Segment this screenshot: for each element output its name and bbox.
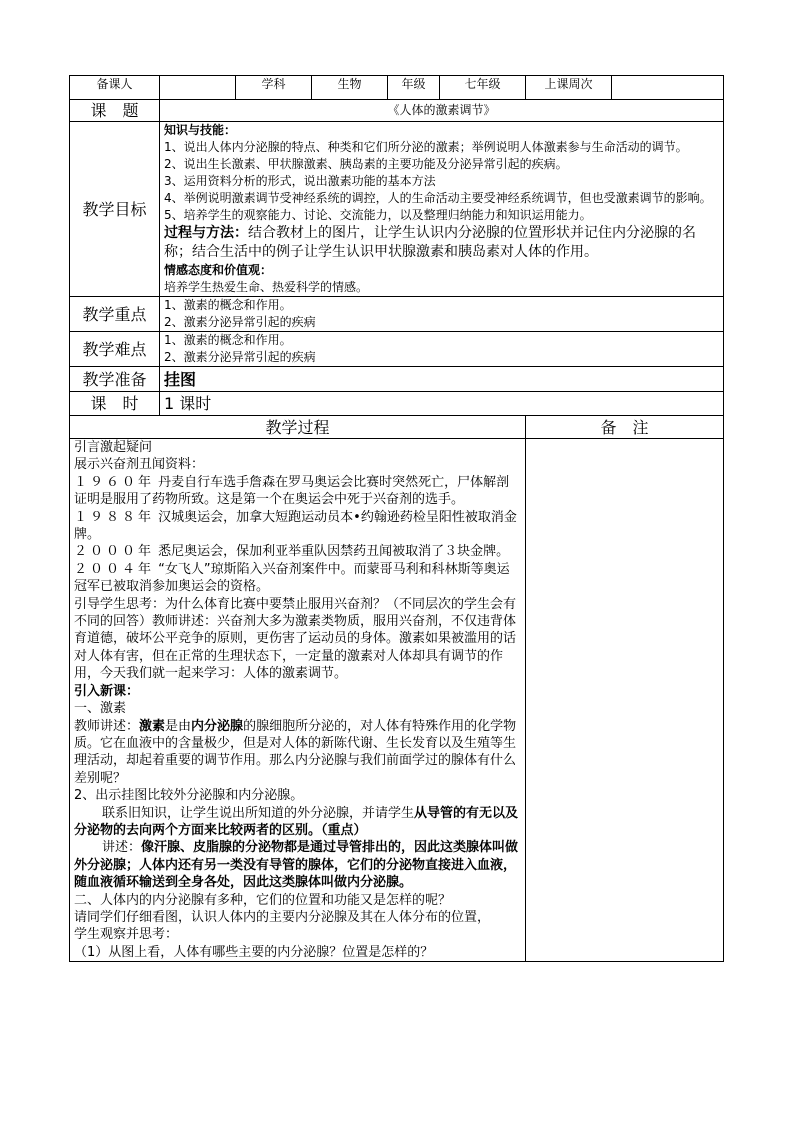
notes-header: 备 注 <box>526 416 724 439</box>
process-paragraph: 请同学们仔细看图，认识人体内的主要内分泌腺及其在人体分布的位置， <box>74 909 491 925</box>
process-paragraph: 引入新课： <box>74 683 140 699</box>
process-paragraph: 引导学生思考：为什么体育比赛中要禁止服用兴奋剂？（不同层次的学生会有不同的回答）教师讲述：兴奋剂大多为激素类物质，服用兴奋剂，不仅违背体育道德，破坏公平竞争的原则，更伤害了运动员的身体。激素如果被滥用的话对人体有害，但在正常的生理状态下，一定量的激素对人体却具有调节的作用，今天我们就一起来学习：人体的激素调节。 <box>74 596 517 682</box>
subject-label: 学科 <box>236 76 312 100</box>
knowledge-item: 1、说出人体内分泌腺的特点、种类和它们所分泌的激素；举例说明人体激素参与生命活动的调节。 <box>164 140 688 154</box>
knowledge-item: 2、说出生长激素、甲状腺激素、胰岛素的主要功能及分泌异常引起的疾病。 <box>164 157 568 171</box>
process-text: 教师讲述： <box>74 718 140 734</box>
term-bold: 内分泌腺 <box>191 718 244 734</box>
knowledge-item: 5、培养学生的观察能力、讨论、交流能力，以及整理归纳能力和知识运用能力。 <box>164 208 592 222</box>
process-text: 的腺细胞所分泌的，对人体有特殊作用的化学物质。它在血液中的含量极少，但是对人体的新陈代谢、生长发育以及生殖等生理活动，却起着重要的调节作用。那么内分泌腺与我们前面学过的腺体有什么差别呢？ <box>74 718 517 786</box>
process-paragraph: （1）从图上看，人体有哪些主要的内分泌腺？位置是怎样的？ <box>74 944 434 960</box>
knowledge-item: 4、举例说明激素调节受神经系统的调控，人的生命活动主要受神经系统调节，但也受激素调节的影响。 <box>164 191 712 205</box>
week-label: 上课周次 <box>526 76 612 100</box>
objectives-label: 教学目标 <box>70 122 160 297</box>
process-paragraph: 引言激起疑问 <box>74 440 153 455</box>
process-paragraph: 丹麦自行车选手詹森在罗马奥运会比赛时突然死亡，尸体解剖证明是服用了药物所致。这是第一个在奥运会中死于兴奋剂的选手。 <box>74 474 510 508</box>
hours-value: 1 课时 <box>160 392 724 416</box>
term-bold: 激素 <box>139 718 166 734</box>
key-points-label: 教学重点 <box>70 297 160 332</box>
key-points-content <box>160 297 724 332</box>
year: ２００４年 <box>74 561 155 577</box>
difficulties-label: 教学难点 <box>70 332 160 367</box>
process-paragraph: 汉城奥运会，加拿大短跑运动员本•约翰逊药检呈阳性被取消金牌。 <box>74 509 517 543</box>
process-paragraph: 学生观察并思考： <box>74 927 179 943</box>
key-point-item: 2、激素分泌异常引起的疾病 <box>164 315 316 329</box>
lesson-plan-table <box>69 75 724 962</box>
knowledge-title: 知识与技能： <box>164 123 237 137</box>
process-paragraph: 展示兴奋剂丑闻资料： <box>74 457 205 473</box>
preparation-value: 挂图 <box>160 367 724 392</box>
grade-value: 七年级 <box>440 76 526 100</box>
year: １９６０年 <box>74 474 155 490</box>
difficulties-content <box>160 332 724 367</box>
emotion-title: 情感态度和价值观： <box>164 263 273 277</box>
topic-value: 《人体的激素调节》 <box>160 100 724 122</box>
process-paragraph: 二、人体内的内分泌腺有多种，它们的位置和功能又是怎样的呢？ <box>74 892 452 908</box>
process-bold: 从导管的有无以及分泌物的去向两个方面来比较两者的区别。（重点） <box>74 805 519 838</box>
header-row <box>70 76 724 100</box>
hours-row <box>70 392 724 416</box>
objectives-content <box>160 122 724 297</box>
process-text: 讲述： <box>102 840 142 856</box>
preparer-label: 备课人 <box>70 76 160 100</box>
knowledge-item: 3、运用资料分析的形式，说出激素功能的基本方法 <box>164 174 436 188</box>
hours-label: 课 时 <box>70 392 160 416</box>
topic-label: 课 题 <box>70 100 160 122</box>
process-row <box>70 439 724 962</box>
process-header-row <box>70 416 724 439</box>
key-point-item: 1、激素的概念和作用。 <box>164 298 292 312</box>
process-text: 联系旧知识，让学生说出所知道的外分泌腺，并请学生 <box>102 805 415 821</box>
process-text: 是由 <box>165 718 192 734</box>
preparation-label: 教学准备 <box>70 367 160 392</box>
year: ２０００年 <box>74 544 155 560</box>
process-header: 教学过程 <box>70 416 526 439</box>
key-points-row <box>70 297 724 332</box>
emotion-text: 培养学生热爱生命、热爱科学的情感。 <box>164 280 369 294</box>
process-paragraph: “女飞人”琼斯陷入兴奋剂案件中。而蒙哥马利和科林斯等奥运冠军已被取消参加奥运会的资格。 <box>74 561 510 595</box>
process-content <box>70 439 526 962</box>
difficulties-row <box>70 332 724 367</box>
notes-content <box>526 439 724 962</box>
objectives-row <box>70 122 724 297</box>
preparation-row <box>70 367 724 392</box>
process-paragraph: 2、出示挂图比较外分泌腺和内分泌腺。 <box>74 788 304 804</box>
difficulty-item: 2、激素分泌异常引起的疾病 <box>164 350 316 364</box>
grade-label: 年级 <box>388 76 440 100</box>
process-title: 过程与方法： <box>164 225 248 241</box>
process-paragraph: 一、激素 <box>74 701 127 717</box>
preparer-value <box>160 76 236 100</box>
week-value <box>612 76 724 100</box>
process-text: 结合教材上的图片，让学生认识内分泌腺的位置形状并记住内分泌腺的名称；结合生活中的例子让学生认识甲状腺激素和胰岛素对人体的作用。 <box>164 225 696 260</box>
year: １９８８年 <box>74 509 155 525</box>
process-bold: 像汗腺、皮脂腺的分泌物都是通过导管排出的，因此这类腺体叫做外分泌腺；人体内还有另一类没有导管的腺体，它们的分泌物直接进入血液，随血液循环输送到全身各处，因此这类腺体叫做内分泌腺。 <box>74 840 519 891</box>
subject-value: 生物 <box>312 76 388 100</box>
difficulty-item: 1、激素的概念和作用。 <box>164 333 292 347</box>
process-paragraph: 悉尼奥运会，保加利亚举重队因禁药丑闻被取消了３块金牌。 <box>154 544 510 560</box>
topic-row <box>70 100 724 122</box>
